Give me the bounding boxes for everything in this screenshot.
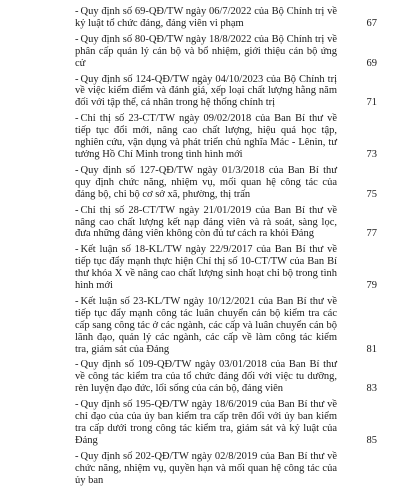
bullet-dash: - bbox=[75, 359, 79, 371]
bullet-dash: - bbox=[75, 164, 79, 176]
toc-page-number: 69 bbox=[366, 57, 377, 69]
toc-entry[interactable] bbox=[0, 296, 400, 356]
toc-page-number: 81 bbox=[366, 343, 377, 355]
toc-page-number: 85 bbox=[366, 434, 377, 446]
toc-page-number: 83 bbox=[366, 383, 377, 395]
toc-entry-title: Kết luận số 18-KL/TW ngày 22/9/2017 của Ban Bí thư về tiếp tục đẩy mạnh thực hiện Chỉ thị số 10-CT/TW của Ban Bí thư khóa X về nâng cao chất lượng sinh hoạt chi bộ trong tình hình mới bbox=[75, 244, 337, 292]
toc-entry[interactable] bbox=[0, 451, 400, 487]
toc-entry[interactable] bbox=[0, 34, 400, 70]
bullet-dash: - bbox=[75, 399, 79, 411]
toc-entry[interactable] bbox=[0, 74, 400, 110]
toc-page-number: 67 bbox=[366, 17, 377, 29]
toc-entry[interactable] bbox=[0, 205, 400, 241]
toc-entry-title: Kết luận số 23-KL/TW ngày 10/12/2021 của Ban Bí thư về tiếp tục đẩy mạnh công tác luân chuyển cán bộ kiểm tra các cấp sang công tác ở các ngành, các cấp và luân chuyển cán bộ lãnh đạo, quản lý các ngành, các cấp về làm công tác kiểm tra, giám sát của Đảng bbox=[75, 295, 337, 355]
toc-entry-title: Quy định số 202-QĐ/TW ngày 02/8/2019 của Ban Bí thư về chức năng, nhiệm vụ, quyền hạn và mối quan hệ công tác của ủy ban bbox=[75, 450, 337, 486]
toc-page-number: 71 bbox=[366, 97, 377, 109]
toc-entry-title: Quy định số 69-QĐ/TW ngày 06/7/2022 của Bộ Chính trị về kỷ luật tổ chức đảng, đảng viên vi phạm bbox=[75, 6, 337, 29]
bullet-dash: - bbox=[75, 33, 79, 45]
bullet-dash: - bbox=[75, 73, 79, 85]
bullet-dash: - bbox=[75, 204, 79, 216]
bullet-dash: - bbox=[75, 450, 79, 462]
toc-entry[interactable] bbox=[0, 399, 400, 447]
toc-page-number: 75 bbox=[366, 188, 377, 200]
toc-entry[interactable] bbox=[0, 359, 400, 395]
toc-entry[interactable] bbox=[0, 6, 400, 30]
toc-entry-title: Quy định số 127-QĐ/TW ngày 01/3/2018 của Ban Bí thư quy định chức năng, nhiệm vụ, mối quan hệ công tác của đảng bộ, chi bộ cơ sở xã, phường, thị trấn bbox=[75, 164, 337, 200]
toc-entry-title: Chỉ thị số 23-CT/TW ngày 09/02/2018 của Ban Bí thư về tiếp tục đổi mới, nâng cao chất lượng, hiệu quả học tập, nghiên cứu, vận dụng và phát triển chủ nghĩa Mác - Lênin, tư tưởng Hồ Chí Minh trong tình hình mới bbox=[75, 113, 337, 160]
toc-entry[interactable] bbox=[0, 244, 400, 292]
toc-page-number: 77 bbox=[366, 228, 377, 240]
toc-entry[interactable] bbox=[0, 165, 400, 201]
toc-page-number: 73 bbox=[366, 148, 377, 160]
toc-page-number: 79 bbox=[366, 280, 377, 292]
toc-entry-title: Chỉ thị số 28-CT/TW ngày 21/01/2019 của Ban Bí thư về nâng cao chất lượng kết nạp đảng viên và rà soát, sàng lọc, đưa những đảng viên không còn đủ tư cách ra khỏi Đảng bbox=[75, 204, 337, 240]
bullet-dash: - bbox=[75, 6, 79, 17]
toc-entry-title: Quy định số 80-QĐ/TW ngày 18/8/2022 của Bộ Chính trị về phân cấp quản lý cán bộ và bổ nhiệm, giới thiệu cán bộ ứng cử bbox=[75, 33, 337, 69]
bullet-dash: - bbox=[75, 295, 79, 307]
toc-entry-title: Quy định số 195-QĐ/TW ngày 18/6/2019 của Ban Bí thư về chỉ đạo của của ủy ban kiểm tra cấp trên đối với ủy ban kiểm tra cấp dưới trong công tác kiểm tra, giám sát và kỷ luật của Đảng bbox=[75, 399, 337, 446]
toc-entry[interactable] bbox=[0, 113, 400, 161]
toc-entry-title: Quy định số 124-QĐ/TW ngày 04/10/2023 của Bộ Chính trị về việc kiểm điểm và đánh giá, xếp loại chất lượng hằng năm đối với tập thể, cá nhân trong hệ thống chính trị bbox=[75, 73, 337, 109]
bullet-dash: - bbox=[75, 244, 79, 256]
bullet-dash: - bbox=[75, 113, 79, 125]
toc-entry-title: Quy định số 109-QĐ/TW ngày 03/01/2018 của Ban Bí thư về công tác kiểm tra của tổ chức đảng đối với việc tu dưỡng, rèn luyện đạo đức, lối sống của cán bộ, đảng viên bbox=[75, 359, 337, 395]
